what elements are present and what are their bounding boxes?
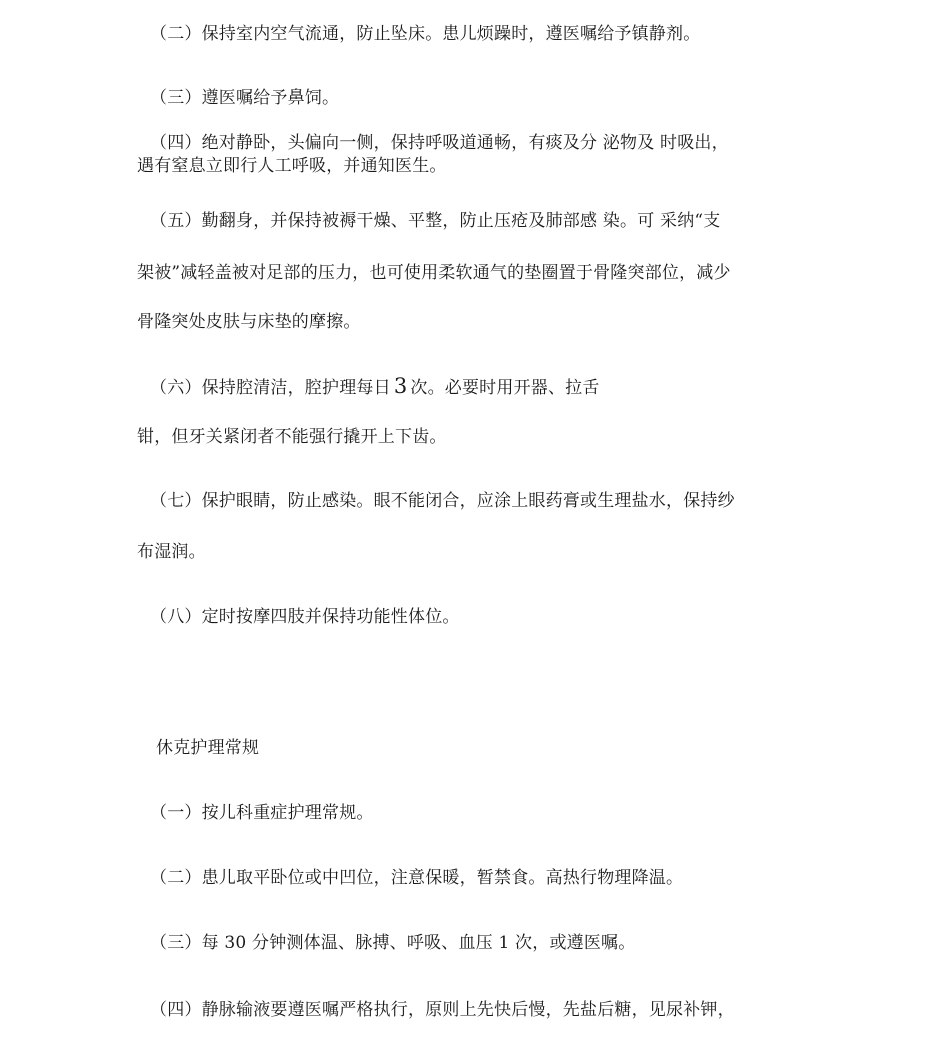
paragraph-3: （三）遵医嘱给予鼻饲。 [150, 88, 340, 108]
paragraph-6-line-2: 钳，但牙关紧闭者不能强行撬开上下齿。 [137, 427, 447, 447]
paragraph-4-line-2: 遇有窒息立即行人工呼吸，并通知医生。 [137, 156, 447, 176]
paragraph-5-line-1: （五）勤翻身，并保持被褥干燥、平整，防止压疮及肺部感 染。可 采纳“支 [150, 211, 721, 231]
paragraph-7-line-1: （七）保护眼睛，防止感染。眼不能闭合，应涂上眼药膏或生理盐水，保持纱 [150, 491, 735, 511]
section-item-3: （三）每 30 分钟测体温、脉搏、呼吸、血压 1 次，或遵医嘱。 [150, 933, 636, 953]
paragraph-7-line-2: 布湿润。 [137, 542, 206, 562]
section-item-2: （二）患儿取平卧位或中凹位，注意保暖，暂禁食。高热行物理降温。 [150, 868, 684, 888]
paragraph-5-line-3: 骨隆突处皮肤与床垫的摩擦。 [137, 312, 361, 332]
paragraph-4-line-1: （四）绝对静卧，头偏向一侧，保持呼吸道通畅，有痰及分 泌物及 时吸出， [150, 133, 729, 153]
section-item-1: （一）按儿科重症护理常规。 [150, 803, 374, 823]
paragraph-5-line-2: 架被”减轻盖被对足部的压力，也可使用柔软通气的垫圈置于骨隆突部位，减少 [137, 263, 731, 283]
paragraph-6-number: 3 [393, 374, 408, 398]
paragraph-2: （二）保持室内空气流通，防止坠床。患儿烦躁时，遵医嘱给予镇静剂。 [150, 24, 701, 44]
paragraph-6-text-a: （六）保持腔清洁，腔护理每日 [150, 378, 391, 398]
section-item-4: （四）静脉输液要遵医嘱严格执行，原则上先快后慢，先盐后糖，见尿补钾， [150, 1000, 735, 1020]
paragraph-6-text-b: 次。必要时用开器、拉舌 [410, 378, 600, 398]
section-title: 休克护理常规 [156, 738, 260, 758]
paragraph-8: （八）定时按摩四肢并保持功能性体位。 [150, 607, 460, 627]
paragraph-6-line-1 [150, 375, 600, 399]
